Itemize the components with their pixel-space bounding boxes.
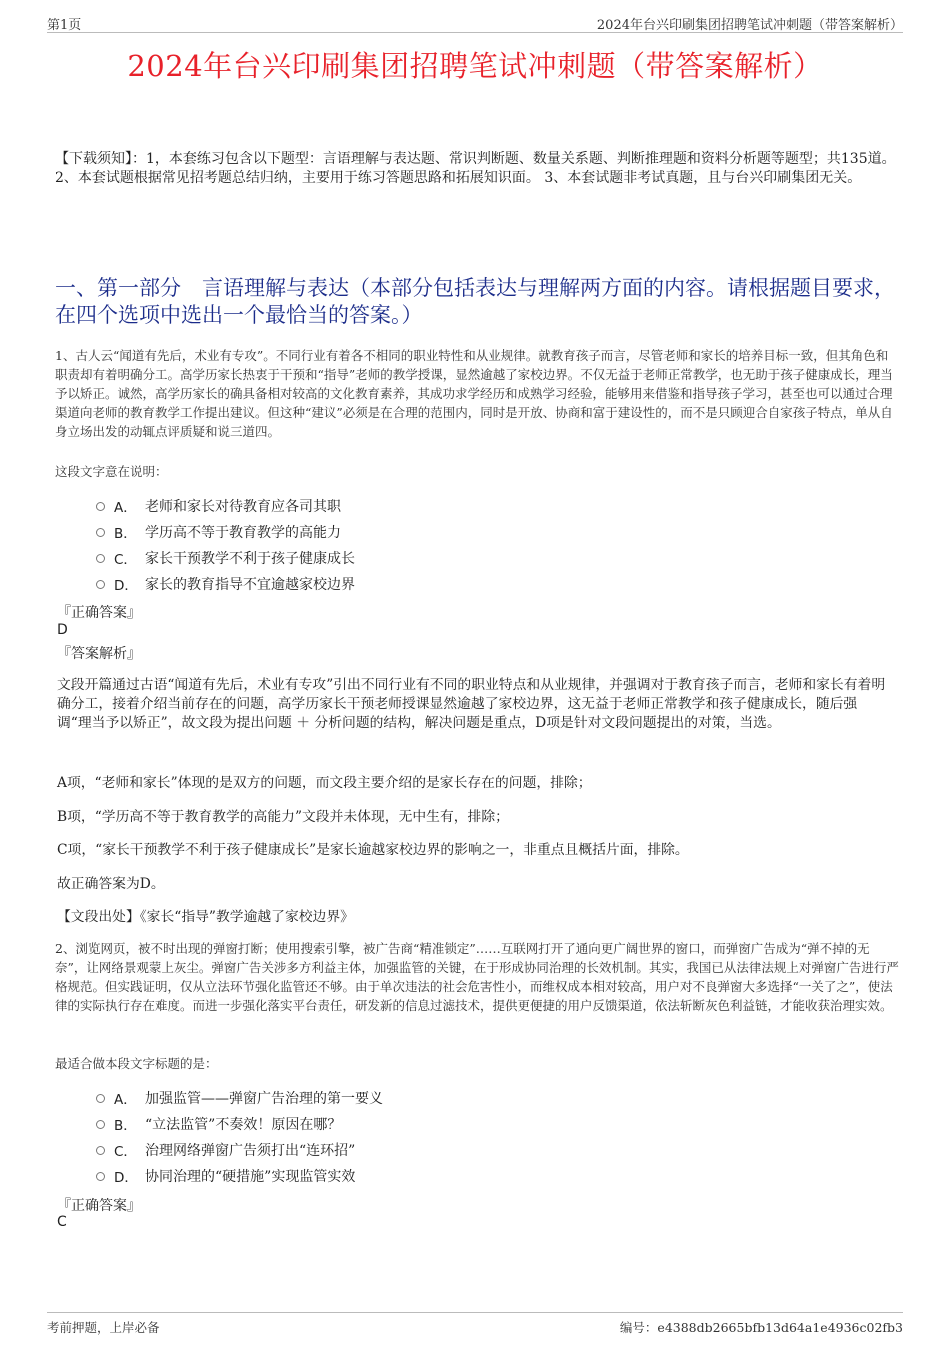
question-1-options — [96, 493, 355, 597]
question-1-prompt: 这段文字意在说明： — [55, 464, 168, 479]
answer-label: 『正确答案』 — [57, 1198, 141, 1214]
radio-icon[interactable] — [96, 554, 105, 563]
option-c[interactable]: C． 家长干预教学不利于孩子健康成长 — [96, 545, 355, 571]
footer-slogan: 考前押题，上岸必备 — [47, 1320, 160, 1335]
question-2-stem: 2、浏览网页，被不时出现的弹窗打断；使用搜索引擎，被广告商“精准锁定”……互联网打开了通向更广阔世界的窗口，而弹窗广告成为“弹不掉的无奈”，让网络景观蒙上灰尘。弹窗广告关涉多方利益主体，加强监管的关键，在于形成协同治理的长效机制。其实，我国已从法律法规上对弹窗广告进行严格规范。但实践证明，仅从立法环节强化监管还不够。由于单次违法的社会危害性小，而维权成本相对较高，用户对不良弹窗大多选择“一关了之”，使法律的实际执行存在难度。而进一步强化落实平台责任，研发新的信息过滤技术，提供更便捷的用户反馈渠道，依法斩断灰色利益链，才能收获治理实效。 — [55, 941, 899, 1013]
option-a[interactable]: A． 老师和家长对待教育应各司其职 — [96, 493, 355, 519]
option-a[interactable]: A． 加强监管——弹窗广告治理的第一要义 — [96, 1085, 383, 1111]
page-title: 2024年台兴印刷集团招聘笔试冲刺题（带答案解析） — [127, 49, 823, 83]
answer-value: D — [57, 622, 68, 638]
analysis-text: 文段开篇通过古语“闻道有先后，术业有专攻”引出不同行业有不同的职业特点和从业规律，并强调对于教育孩子而言，老师和家长有着明确分工，接着介绍当前存在的问题，高学历家长干预老师授课显然逾越了家校边界，这无益于老师正常教学和孩子健康成长，随后强调“理当予以矫正”，故文段为提出问题 ＋ 分析问题的结构，解决问题是重点，D项是针对文段问题提出的对策，当选。 — [57, 677, 886, 731]
analysis-source: 【文段出处】《家长“指导”教学逾越了家校边界》 — [57, 909, 354, 925]
radio-icon[interactable] — [96, 1120, 105, 1129]
radio-icon[interactable] — [96, 1172, 105, 1181]
download-notice: 【下载须知】：1，本套练习包含以下题型：言语理解与表达题、常识判断题、数量关系题、判断推理题和资料分析题等题型；共135道。 2、本套试题根据常见招考题总结归纳，主要用于练习答题思路和拓展知识面。 3、本套试题非考试真题，且与台兴印刷集团无关。 — [55, 151, 896, 186]
analysis-option-a: A项，“老师和家长”体现的是双方的问题，而文段主要介绍的是家长存在的问题，排除； — [57, 775, 592, 791]
page-header — [0, 0, 950, 34]
analysis-option-c: C项，“家长干预教学不利于孩子健康成长”是家长逾越家校边界的影响之一，非重点且概括片面，排除。 — [57, 842, 689, 858]
analysis-option-b: B项，“学历高不等于教育教学的高能力”文段并未体现，无中生有，排除； — [57, 809, 509, 825]
option-b[interactable]: B． “立法监管”不奏效！原因在哪？ — [96, 1111, 383, 1137]
option-b[interactable]: B． 学历高不等于教育教学的高能力 — [96, 519, 355, 545]
answer-label: 『正确答案』 — [57, 605, 141, 621]
radio-icon[interactable] — [96, 1146, 105, 1155]
option-d[interactable]: D． 家长的教育指导不宜逾越家校边界 — [96, 571, 355, 597]
header-doc-title: 2024年台兴印刷集团招聘笔试冲刺题（带答案解析） — [596, 18, 903, 33]
option-d[interactable]: D． 协同治理的“硬措施”实现监管实效 — [96, 1163, 383, 1189]
page-number: 第1页 — [47, 18, 82, 33]
analysis-label: 『答案解析』 — [57, 646, 141, 662]
radio-icon[interactable] — [96, 502, 105, 511]
question-1-stem: 1、古人云“闻道有先后，术业有专攻”。不同行业有着各不相同的职业特性和从业规律。就教育孩子而言，尽管老师和家长的培养目标一致，但其角色和职责却有着明确分工。高学历家长热衷于干预和“指导”老师的教学授课，显然逾越了家校边界。不仅无益于老师正常教学，也无助于孩子健康成长，理当予以矫正。诚然，高学历家长的确具备相对较高的文化教育素养，其成功求学经历和成熟学习经验，能够用来借鉴和指导孩子学习，甚至也可以通过合理渠道向老师的教育教学工作提出建议。但这种“建议”必须是在合理的范围内，同时是开放、协商和富于建设性的，而不是只顾迎合自家孩子特点，单从自身立场出发的动辄点评质疑和说三道四。 — [55, 348, 893, 439]
analysis-conclusion: 故正确答案为D。 — [57, 876, 165, 892]
footer-serial: 编号：e4388db2665bfb13d64a1e4936c02fb3 — [619, 1320, 903, 1335]
radio-icon[interactable] — [96, 580, 105, 589]
section-heading: 一、第一部分 言语理解与表达（本部分包括表达与理解两方面的内容。请根据题目要求，在四个选项中选出一个最恰当的答案。） — [55, 276, 895, 327]
question-2-prompt: 最适合做本段文字标题的是： — [55, 1056, 218, 1071]
option-c[interactable]: C． 治理网络弹窗广告须打出“连环招” — [96, 1137, 383, 1163]
radio-icon[interactable] — [96, 1094, 105, 1103]
footer-divider — [47, 1312, 903, 1313]
radio-icon[interactable] — [96, 528, 105, 537]
question-2-options — [96, 1085, 383, 1189]
header-divider — [47, 32, 903, 33]
answer-value: C — [57, 1214, 67, 1230]
